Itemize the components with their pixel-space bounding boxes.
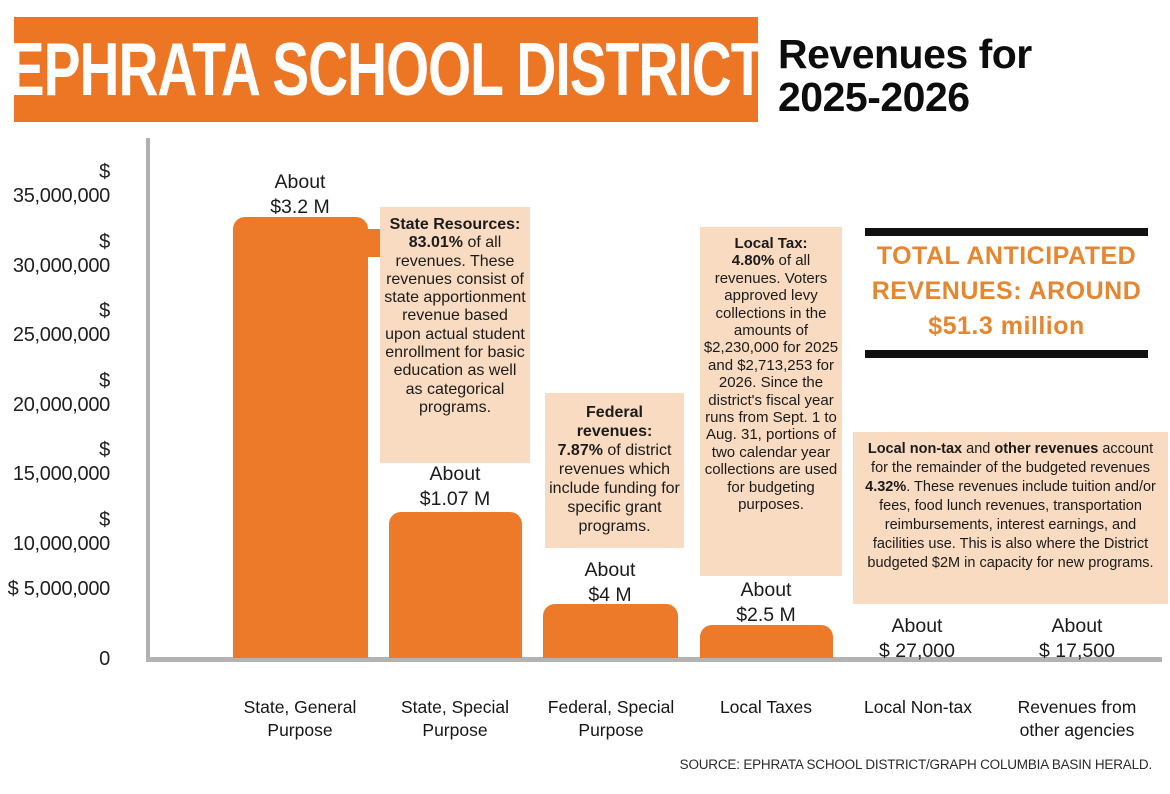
bar-value-label: About $ 17,500 xyxy=(1039,615,1115,662)
annotation-local-tax: Local Tax: 4.80% of all revenues. Voters approved levy collections in the amounts of $2,230,000 for 2025 and $2,713,253 for 2026. Since the district's fiscal year runs from Sept. 1 to Aug. 31, portions of two calendar year collections are used for budgeting purposes. xyxy=(700,227,842,576)
y-tick-30m: $ 30,000,000 xyxy=(12,231,110,277)
category-state-special: State, Special Purpose xyxy=(401,697,509,740)
y-tick-0: 0 xyxy=(99,648,110,670)
bar-state-special xyxy=(389,512,522,658)
y-tick-20m: $ 20,000,000 xyxy=(12,370,110,416)
bar-value-label: About $ 27,000 xyxy=(879,615,955,662)
annotation-title: State Resources: xyxy=(389,216,521,233)
y-axis-line xyxy=(146,138,150,662)
annotation-title: Federal revenues: xyxy=(576,404,653,440)
y-tick-25m: $ 25,000,000 xyxy=(12,300,110,346)
total-top-rule xyxy=(865,228,1148,236)
bar-value-label: About $1.07 M xyxy=(419,463,491,510)
district-banner-text: EPHRATA SCHOOL DISTRICT xyxy=(8,27,764,112)
page-title-line1: Revenues for xyxy=(778,31,1032,77)
annotation-federal-revenues: Federal revenues: 7.87% of district revenues which include funding for specific grant programs. xyxy=(545,393,684,548)
total-bottom-rule xyxy=(865,350,1148,358)
annotation-title: Local Tax: xyxy=(734,235,808,252)
total-anticipated-revenues: TOTAL ANTICIPATED REVENUES: AROUND $51.3 million xyxy=(871,242,1142,340)
source-credit: SOURCE: EPHRATA SCHOOL DISTRICT/GRAPH COLUMBIA BASIN HERALD. xyxy=(679,757,1152,772)
bar-federal-special xyxy=(543,604,678,658)
page-title-line2: 2025-2026 xyxy=(778,74,970,120)
y-tick-35m: $ 35,000,000 xyxy=(12,161,110,207)
annotation-state-resources: State Resources: 83.01% of all revenues. These revenues consist of state apportionment revenue based upon actual student enrollment for basic education as well as categorical programs. xyxy=(380,207,530,463)
y-tick-15m: $ 15,000,000 xyxy=(12,439,110,485)
category-other-agencies: Revenues from other agencies xyxy=(1017,697,1137,740)
category-local-taxes: Local Taxes xyxy=(719,697,813,717)
district-banner xyxy=(8,17,764,122)
y-tick-10m: $ 10,000,000 xyxy=(12,509,110,555)
category-state-general: State, General Purpose xyxy=(243,697,357,740)
annotation-local-nontax: Local non-tax and other revenues account for the remainder of the budgeted revenues 4.32%. These revenues include tuition and/or fees, food lunch revenues, transportation reimbursements, interest earnings, and facilities use. This is also where the District budgeted $2M in capacity for new programs. xyxy=(853,432,1168,604)
bar-value-label: About $2.5 M xyxy=(736,579,796,626)
category-local-nontax: Local Non-tax xyxy=(864,697,972,717)
bar-value-label: About $4 M xyxy=(584,559,636,606)
bar-local-taxes xyxy=(700,625,833,658)
category-federal-special: Federal, Special Purpose xyxy=(547,697,675,740)
page-title xyxy=(778,33,1032,119)
bar-value-label: About $3.2 M xyxy=(270,171,330,218)
bar-state-general xyxy=(233,217,368,658)
y-tick-5m: $ 5,000,000 xyxy=(7,578,110,600)
